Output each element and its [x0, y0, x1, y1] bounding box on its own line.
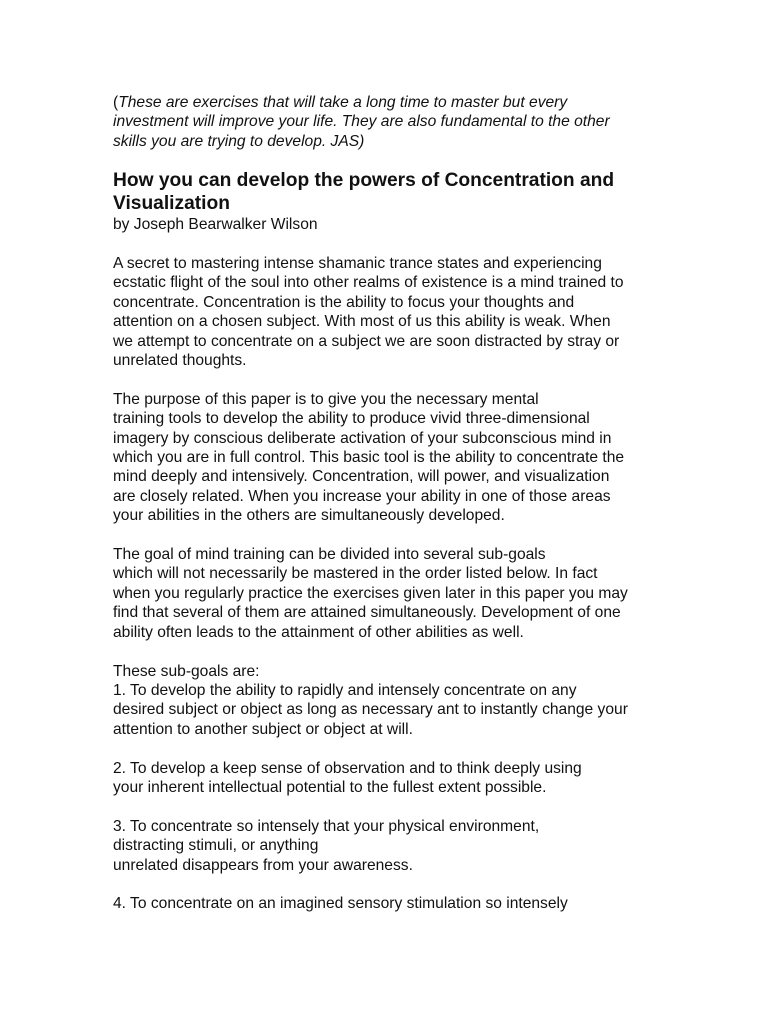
subgoal-item-4: 4. To concentrate on an imagined sensory stimulation so intensely — [113, 895, 568, 913]
paragraph-goals: The goal of mind training can be divided into several sub-goals which will not necessarily be mastered in the order listed below. In fact when you regularly practice the exercises given later in this paper you may find that several of them are attained simultaneously. Development of one ability often leads to the attainment of other abilities as well. — [113, 546, 628, 641]
article-title: How you can develop the powers of Concentration and Visualization — [113, 170, 615, 215]
subgoal-item-3: 3. To concentrate so intensely that your physical environment, distracting stimuli, or anything unrelated disappears from your awareness. — [113, 817, 540, 874]
paragraph-intro: A secret to mastering intense shamanic trance states and experiencing ecstatic flight of the soul into other realms of existence is a mind trained to concentrate. Concentration is the ability to focus your thoughts and attention on a chosen subject. With most of us this ability is weak. When we attempt to concentrate on a subject we are soon distracted by stray or unrelated thoughts. — [113, 255, 624, 370]
subgoal-item-2: 2. To develop a keep sense of observation and to think deeply using your inherent intellectual potential to the fullest extent possible. — [113, 759, 582, 796]
document-body — [113, 93, 658, 914]
subgoals-heading: These sub-goals are: — [113, 662, 260, 680]
paragraph-purpose: The purpose of this paper is to give you the necessary mental training tools to develop the ability to produce vivid three-dimensional imagery by conscious deliberate activation of your subconscious mind in which you are in full control. This basic tool is the ability to concentrate the mind deeply and intensively. Concentration, will power, and visualization are closely related. When you increase your ability in one of those areas your abilities in the others are simultaneously developed. — [113, 390, 625, 525]
note-open-paren: ( — [113, 94, 119, 111]
note-text: These are exercises that will take a long time to master but every investment will improve your life. They are also fundamental to the other skills you are trying to develop. JAS) — [113, 94, 610, 150]
article-byline: by Joseph Bearwalker Wilson — [113, 216, 318, 234]
subgoal-item-1: 1. To develop the ability to rapidly and intensely concentrate on any desired subject or object as long as necessary ant to instantly change your attention to another subject or object at will. — [113, 681, 628, 738]
editor-note — [113, 93, 658, 151]
